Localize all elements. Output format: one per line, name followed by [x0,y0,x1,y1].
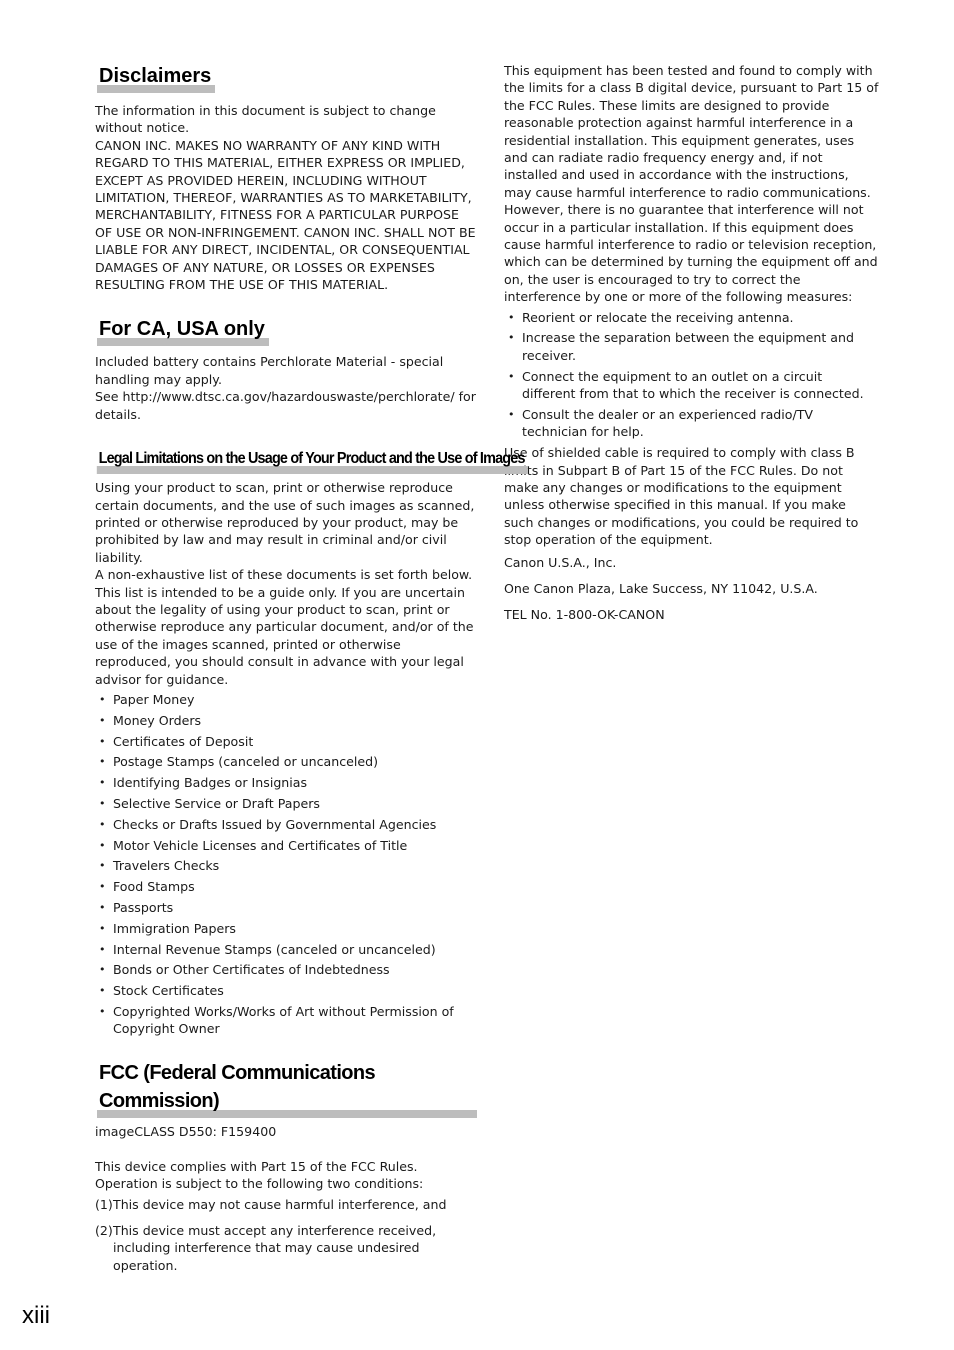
fcc-conditions-list [95,1196,477,1274]
right-column [504,62,879,624]
list-item: • Immigration Papers [95,920,477,937]
list-item: • Travelers Checks [95,857,477,874]
legal-paragraph-1: Using your product to scan, print or otherwise reproduce certain documents, and the use of such images as scanned, printed or otherwise reproduced by your product, may be prohibited by law and may result in criminal and/or civil liability. [95,480,475,565]
company-address: One Canon Plaza, Lake Success, NY 11042, U.S.A. [504,580,818,596]
list-item: • Motor Vehicle Licenses and Certificates of Title [95,837,477,854]
disclaimers-heading: Disclaimers [95,62,215,90]
list-item: • Reorient or relocate the receiving antenna. [504,309,879,326]
list-item: • Copyrighted Works/Works of Art without Permission of Copyright Owner [95,1003,477,1038]
company-telephone: TEL No. 1-800-OK-CANON [504,607,665,623]
list-item: • Certificates of Deposit [95,733,477,750]
disclaimers-paragraph-1: The information in this document is subject to change without notice. [95,103,436,136]
interference-measures-list [504,309,879,441]
prohibited-documents-list [95,691,477,1038]
list-item: • Increase the separation between the equipment and receiver. [504,329,879,364]
company-name: Canon U.S.A., Inc. [504,554,617,570]
list-item [95,1222,477,1274]
list-item: • Food Stamps [95,878,477,895]
legal-limitations-heading: Legal Limitations on the Usage of Your Product and the Use of Images [95,447,528,471]
condition-number: (1) [95,1197,113,1213]
fcc-compliance-paragraph: This equipment has been tested and found to comply with the limits for a class B digital device, pursuant to Part 15 of the FCC Rules. These limits are designed to provide reasonable protection against harmful interference in a residential installation. This equipment generates, uses and can radiate radio frequency energy and, if not installed and used in accordance with the instructions, may cause harmful interference to radio communications. However, there is no guarantee that interference will not occur in a particular installation. If this equipment does cause harmful interference to radio or television reception, which can be determined by turning the equipment off and on, the user is encouraged to try to correct the interference by one or more of the following measures: [504,63,879,305]
ca-usa-heading: For CA, USA only [95,315,269,343]
list-item: • Checks or Drafts Issued by Governmental Agencies [95,816,477,833]
page-number: xiii [22,1302,50,1329]
list-item: • Consult the dealer or an experienced radio/TV technician for help. [504,406,879,441]
list-item [95,1196,477,1213]
list-item: • Stock Certificates [95,982,477,999]
condition-number: (2) [95,1222,113,1238]
list-item: • Selective Service or Draft Papers [95,795,477,812]
legal-paragraph-2: A non-exhaustive list of these documents is set forth below. This list is intended to be a guide only. If you are uncertain about the legality of using your product to scan, print or otherwise reproduce any particular document, and/or of the use of the images scanned, printed or otherwise reproduced, you should consult in advance with your legal advisor for guidance. [95,567,474,687]
list-item: • Bonds or Other Certificates of Indebtedness [95,961,477,978]
condition-text: This device must accept any interference received, including interference that may cause undesired operation. [113,1222,437,1273]
ca-usa-paragraph-1: Included battery contains Perchlorate Material - special handling may apply. [95,354,444,387]
shielded-cable-paragraph: Use of shielded cable is required to comply with class B limits in Subpart B of Part 15 of the FCC Rules. Do not make any changes or modifications to the equipment unless otherwise specified in this manual. If you make such changes or modifications, you could be required to stop operation of the equipment. [504,445,859,548]
disclaimers-paragraph-2: CANON INC. MAKES NO WARRANTY OF ANY KIND WITH REGARD TO THIS MATERIAL, EITHER EXPRESS OR IMPLIED, EXCEPT AS PROVIDED HEREIN, INCLUDING WITHOUT LIMITATION, THEREOF, WARRANTIES AS TO MARKETABILITY, MERCHANTABILITY, FITNESS FOR A PARTICULAR PURPOSE OF USE OR NON-INFRINGEMENT. CANON INC. SHALL NOT BE LIABLE FOR ANY DIRECT, INCIDENTAL, OR CONSEQUENTIAL DAMAGES OF ANY NATURE, OR LOSSES OR EXPENSES RESULTING FROM THE USE OF THIS MATERIAL. [95,137,476,293]
list-item: • Paper Money [95,691,477,708]
list-item: • Postage Stamps (canceled or uncanceled) [95,753,477,770]
list-item: • Identifying Badges or Insignias [95,774,477,791]
list-item: • Passports [95,899,477,916]
fcc-model-number: imageCLASS D550: F159400 [95,1124,277,1140]
fcc-paragraph-1: This device complies with Part 15 of the FCC Rules. Operation is subject to the following two conditions: [95,1158,424,1191]
left-column [95,62,525,1282]
ca-usa-paragraph-2: See http://www.dtsc.ca.gov/hazardouswaste/perchlorate/ for details. [95,389,476,422]
list-item: • Internal Revenue Stamps (canceled or uncanceled) [95,941,477,958]
condition-text: This device may not cause harmful interference, and [113,1197,447,1213]
list-item: • Money Orders [95,712,477,729]
list-item: • Connect the equipment to an outlet on a circuit different from that to which the receiver is connected. [504,368,879,403]
fcc-heading: FCC (Federal Communications Commission) [95,1059,477,1115]
